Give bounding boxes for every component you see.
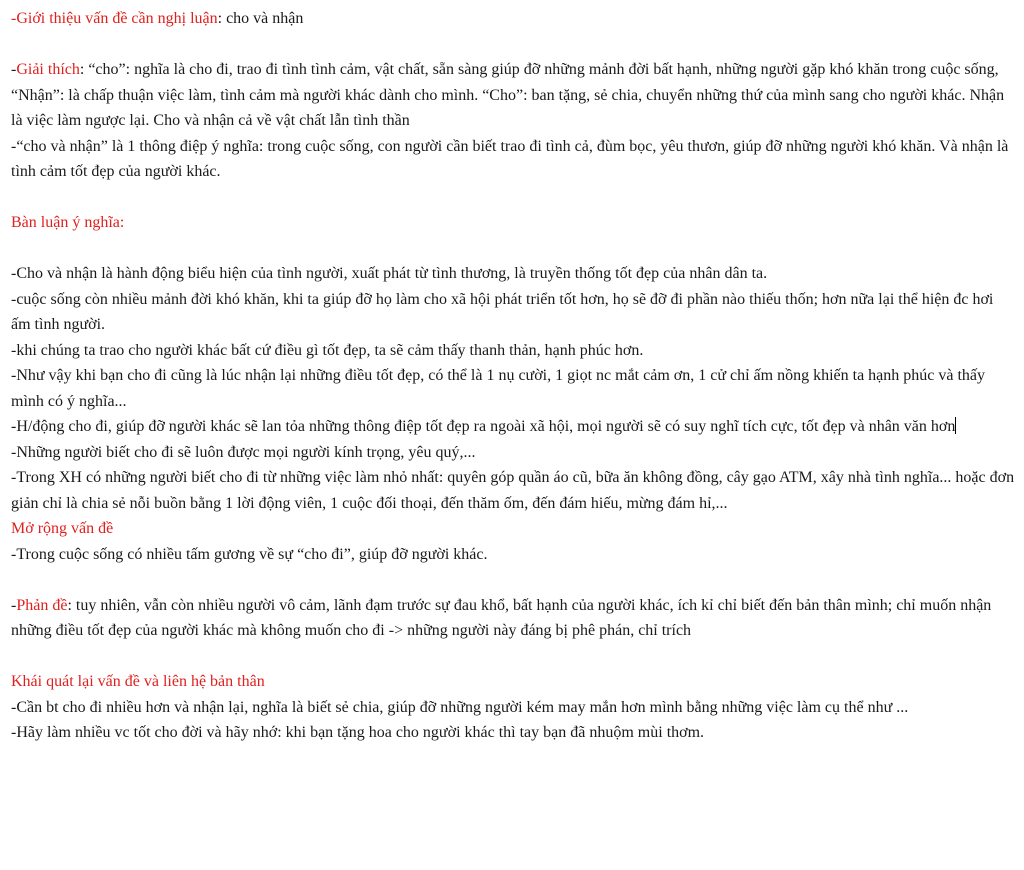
counter-prefix: - [11,596,17,614]
text-caret [955,417,956,434]
discussion-point: -khi chúng ta trao cho người khác bất cứ điều gì tốt đẹp, ta sẽ cảm thấy thanh thản, hạnh phúc hơn. [11,341,644,359]
discussion-point: -Những người biết cho đi sẽ luôn được mọi người kính trọng, yêu quý,... [11,443,476,461]
spacer [11,644,1016,670]
conclusion-heading: Khái quát lại vấn đề và liên hệ bản thân [11,673,265,690]
discussion-point-with-caret[interactable] [11,414,1016,440]
intro-text: : cho và nhận [217,10,304,27]
intro-label: Giới thiệu vấn đề cần nghị luận [16,10,218,27]
document-body [11,6,1016,746]
counter-text: : tuy nhiên, vẫn còn nhiều người vô cảm, lãnh đạm trước sự đau khổ, bất hạnh của người khác, ích kỉ chỉ biết đến bản thân mình; chỉ muốn nhận những điều tốt đẹp của người khác mà không muốn cho đi -> những người này đáng bị phê phán, chỉ trích [11,596,992,639]
discussion-point: -Như vậy khi bạn cho đi cũng là lúc nhận lại những điều tốt đẹp, có thể là 1 nụ cười, 1 giọt nc mắt cảm ơn, 1 cử chỉ ấm nồng khiến ta hạnh phúc và thấy mình có ý nghĩa... [11,367,986,410]
expand-heading: Mở rộng vấn đề [11,520,114,537]
conclusion-point: -Hãy làm nhiều vc tốt cho đời và hãy nhớ: khi bạn tặng hoa cho người khác thì tay bạn đã nhuộm mùi thơm. [11,724,705,741]
explain-prefix: - [11,61,17,78]
discussion-point: -Trong XH có những người biết cho đi từ những việc làm nhỏ nhất: quyên góp quần áo cũ, bữa ăn không đồng, cây gạo ATM, xây nhà tình nghĩa... hoặc đơn giản chỉ là chia sẻ nỗi buồn bằng 1 lời động viên, 1 cuộc đối thoại, đến thăm ốm, đến đám hiếu, mừng đám hỉ,... [11,469,1015,512]
explain-text: : “cho”: nghĩa là cho đi, trao đi tình tình cảm, vật chất, sẵn sàng giúp đỡ những mảnh đời bất hạnh, những người gặp khó khăn trong cuộc sống, “Nhận”: là chấp thuận việc làm, tình cảm mà người khác dành cho mình. “Cho”: ban tặng, sẻ chia, chuyển những thứ của mình sang cho người khác. Nhận là việc làm ngược lại. Cho và nhận cả về vật chất lẫn tình thần [11,61,1005,129]
counter-paragraph [11,593,1016,644]
discussion-heading: Bàn luận ý nghĩa: [11,214,125,231]
intro-line [11,6,1016,32]
spacer [11,185,1016,211]
intro-dash: - [11,10,17,27]
discussion-point: -cuộc sống còn nhiều mảnh đời khó khăn, khi ta giúp đỡ họ làm cho xã hội phát triển tốt hơn, họ sẽ đỡ đi phần nào thiếu thốn; hơn nữa lại thể hiện đc hơi ấm tình người. [11,290,994,333]
explain-message: -“cho và nhận” là 1 thông điệp ý nghĩa: trong cuộc sống, con người cần biết trao đi tình cả, đùm bọc, yêu thươn, giúp đỡ những người khó khăn. Và nhận là tình cảm tốt đẹp của người khác. [11,137,1009,180]
explain-paragraph [11,57,1016,134]
discussion-point: -H/động cho đi, giúp đỡ người khác sẽ lan tỏa những thông điệp tốt đẹp ra ngoài xã hội, mọi người sẽ có suy nghĩ tích cực, tốt đẹp và nhân văn hơn [11,418,956,435]
explain-label: Giải thích [16,61,80,78]
spacer [11,236,1016,262]
discussion-point: -Cho và nhận là hành động biểu hiện của tình người, xuất phát từ tình thương, là truyền thống tốt đẹp của nhân dân ta. [11,265,768,282]
expand-text: -Trong cuộc sống có nhiều tấm gương về sự “cho đi”, giúp đỡ người khác. [11,545,488,563]
spacer [11,567,1016,593]
spacer [11,32,1016,58]
conclusion-point: -Cần bt cho đi nhiều hơn và nhận lại, nghĩa là biết sẻ chia, giúp đỡ những người kém may mắn hơn mình bằng những việc làm cụ thể như ... [11,698,909,716]
counter-label: Phản đề [16,596,68,614]
